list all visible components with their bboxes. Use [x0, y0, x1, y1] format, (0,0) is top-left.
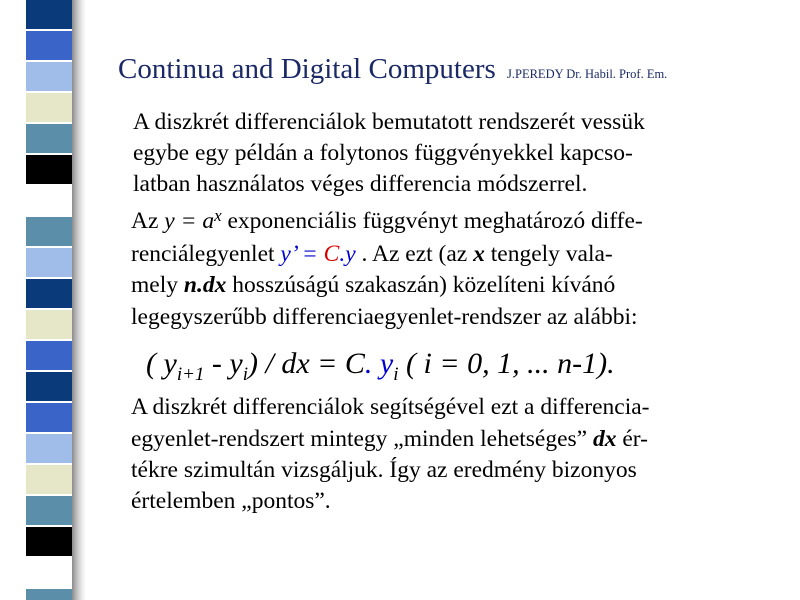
decorative-stripe-bar	[26, 0, 72, 600]
paragraph-3-line-1: A diszkrét differenciálok segítségével ezt a differencia-	[131, 394, 650, 420]
slide-title	[118, 52, 667, 91]
stripe-shadow	[72, 0, 86, 600]
stripe-block	[26, 558, 72, 587]
interval-n-dx: n.dx	[183, 272, 227, 298]
stripe-block	[26, 217, 72, 246]
stripe-block	[26, 248, 72, 277]
text-differential-equation: renciálegyenlet	[131, 241, 281, 267]
title-text: Continua and Digital Computers	[118, 53, 496, 85]
dx-term: dx	[592, 426, 617, 452]
eq-part-2: - y	[204, 347, 243, 380]
paragraph-2-line-2	[131, 239, 613, 270]
stripe-block	[26, 341, 72, 370]
eq-part-3: ) / dx = C	[248, 347, 365, 380]
text-er: ér-	[616, 426, 648, 452]
dot-y: .y	[339, 241, 356, 267]
paragraph-3-line-3: tékre szimultán vizsgáljuk. Így az eredmény bizonyos	[131, 457, 637, 483]
eq-sub-i-plus-1: i+1	[176, 364, 205, 385]
stripe-block	[26, 186, 72, 215]
stripe-block	[26, 155, 72, 184]
text-mely: mely	[131, 272, 184, 298]
constant-c: C	[323, 241, 340, 267]
stripe-block	[26, 310, 72, 339]
function-y-equals-a: y = a	[164, 208, 215, 234]
derivative-y-prime: y’ =	[280, 241, 324, 267]
text-exponential: exponenciális függvényt meghatározó diffe-	[221, 208, 643, 234]
stripe-block	[26, 372, 72, 401]
paragraph-2-line-4: legegyszerűbb differenciaegyenlet-rendszer az alábbi:	[131, 304, 638, 330]
eq-part-1: ( y	[146, 347, 177, 380]
axis-x: x	[473, 241, 485, 267]
eq-sub-i: i	[242, 364, 249, 385]
text-az: Az	[131, 208, 165, 234]
eq-sub-i-2: i	[393, 364, 399, 385]
paragraph-1-line-3: latban használatos véges differencia módszerrel.	[133, 171, 588, 197]
stripe-block	[26, 62, 72, 91]
text-every-possible: egyenlet-rendszert mintegy „minden lehetséges”	[131, 426, 593, 452]
stripe-block	[26, 589, 72, 600]
difference-equation	[146, 344, 615, 395]
stripe-block	[26, 124, 72, 153]
stripe-block	[26, 496, 72, 525]
text-approx: . Az ezt (az	[355, 241, 474, 267]
stripe-block	[26, 279, 72, 308]
paragraph-2-line-1	[131, 206, 643, 237]
stripe-block	[26, 434, 72, 463]
author-credit: J.PEREDY Dr. Habil. Prof. Em.	[507, 67, 668, 81]
eq-part-4: . y	[364, 347, 394, 380]
stripe-block	[26, 0, 72, 29]
paragraph-1-line-1: A diszkrét differenciálok bemutatott rendszerét vessük	[133, 109, 645, 135]
paragraph-2-line-3	[131, 270, 615, 301]
eq-part-5: ( i = 0, 1, ... n-1).	[398, 347, 615, 380]
stripe-block	[26, 31, 72, 60]
text-axis: tengely vala-	[484, 241, 613, 267]
stripe-block	[26, 93, 72, 122]
paragraph-3-line-2	[131, 424, 648, 455]
stripe-block	[26, 403, 72, 432]
exponent-x: x	[214, 206, 222, 225]
stripe-block	[26, 465, 72, 494]
paragraph-3-line-4: értelemben „pontos”.	[131, 488, 331, 514]
text-length: hosszúságú szakaszán) közelíteni kívánó	[226, 272, 616, 298]
stripe-block	[26, 527, 72, 556]
paragraph-1-line-2: egybe egy példán a folytonos függvényekkel kapcso-	[133, 140, 633, 166]
